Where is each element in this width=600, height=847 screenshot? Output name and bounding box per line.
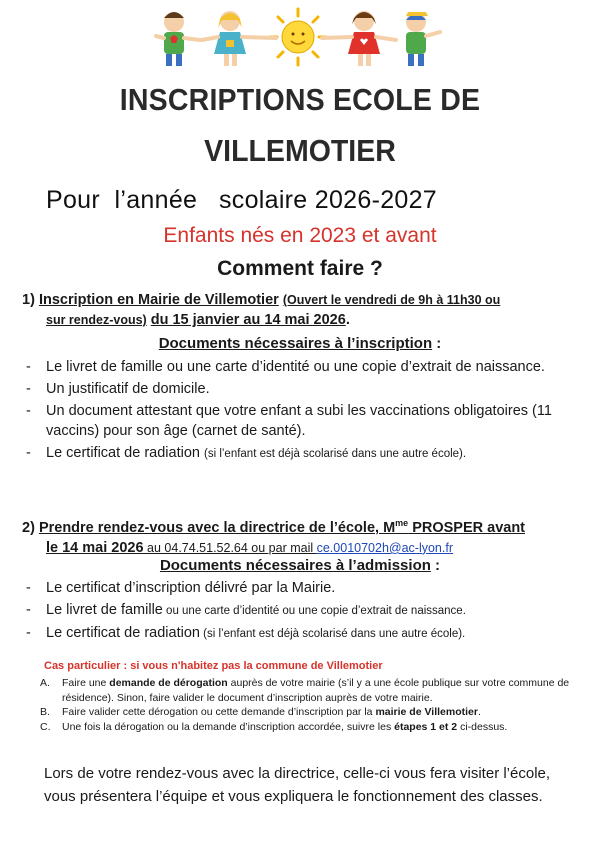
step-1-docs-list [22,357,582,466]
step-2-date: le 14 mai 2026 [46,539,144,556]
step-1-dates: du 15 janvier au 14 mai 2026 [150,312,346,328]
list-item: - Le certificat de radiation (si l’enfant est déjà scolarisé dans une autre école). [26,445,467,461]
step-2-docs-title: Documents nécessaires à l’admission [159,557,431,574]
special-case-heading: Cas particulier : si vous n'habitez pas la commune de Villemotier [44,660,383,672]
title-line-1: INSCRIPTIONS ECOLE DE [119,82,481,117]
step-2-docs-colon: : [430,557,441,574]
list-item: - Le certificat d’inscription délivré par la Mairie. [26,580,336,596]
sun-icon [270,9,326,65]
closing-paragraph: Lors de votre rendez-vous avec la directrice, celle-ci vous fera visiter l’école, vous présentera l’équipe et vous expliquera le fonctionnement des classes. [44,765,551,805]
list-item: - Le certificat de radiation (si l’enfant est déjà scolarisé dans une autre école). [26,625,466,641]
step-2-title-a: Prendre rendez-vous avec la directrice de l’école, M [38,519,396,536]
child-3-icon [322,11,396,66]
step-1-number: 1) [22,292,35,308]
step-1-dot: . [345,312,350,328]
child-4-icon [406,12,440,66]
step-1-docs-colon: : [432,335,442,352]
step-1-hours-b: sur rendez-vous) [46,313,147,327]
list-item: - Un document attestant que votre enfant a subi les vaccinations obligatoires (11 vaccins) pour son âge (carnet de santé). [26,403,552,439]
list-item: - Le livret de famille ou une carte d’identité ou une copie d’extrait de naissance. [26,602,466,618]
step-2-docs-heading [0,557,600,574]
special-case-list [40,676,585,734]
list-item: C. Une fois la dérogation ou la demande d’inscription accordée, suivre les étapes 1 et 2 ci-dessus. [40,720,508,733]
step-1-title: Inscription en Mairie de Villemotier [38,292,279,308]
how-heading: Comment faire ? [217,257,383,280]
step-2-title-sup: me [395,518,409,528]
step-2-number: 2) [22,519,35,536]
step-2-docs-list [22,578,582,646]
step-2-contact: au 04.74.51.52.64 ou par mail [143,540,317,555]
list-item: A. Faire une demande de dérogation auprès de votre mairie (s’il y a une école publique sur votre commune de résidence). Sinon, faire valider le document d’inscription auprès de votre mairie. [40,677,570,704]
email-link[interactable]: ce.0010702h@ac-lyon.fr [316,540,453,555]
child-1-icon [156,12,200,66]
step-1-docs-heading [0,335,600,352]
step-1-heading [22,290,582,330]
step-2-heading [22,513,582,558]
child-2-icon [202,11,276,66]
list-item: - Un justificatif de domicile. [26,381,210,397]
eligible-children: Enfants nés en 2023 et avant [163,224,437,247]
step-1-hours-a: (Ouvert le vendredi de 9h à 11h30 ou [282,293,501,307]
list-item: B. Faire valider cette dérogation ou cette demande d’inscription par la mairie de Villemotier. [40,706,481,718]
list-item: - Le livret de famille ou une carte d’identité ou une copie d’extrait de naissance. [26,359,545,375]
children-and-sun-illustration [150,4,445,70]
step-1-docs-title: Documents nécessaires à l’inscription [158,335,433,352]
step-2-title-b: PROSPER avant [408,519,526,536]
title-line-2: VILLEMOTIER [204,133,396,168]
school-year: Pour l’année scolaire 2026-2027 [46,186,438,214]
